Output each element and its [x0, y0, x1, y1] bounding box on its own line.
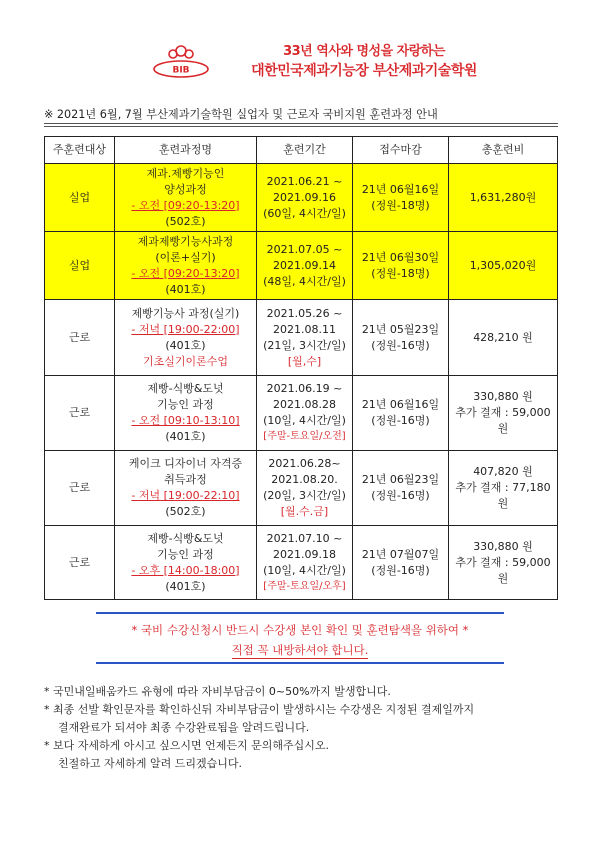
note-item: * 국민내일배움카드 유형에 따라 자비부담금이 0~50%까지 발생합니다. [44, 685, 391, 698]
banner-line-1: * 국비 수강신청시 반드시 수강생 본인 확인 및 훈련탐색을 위하여 * [131, 623, 469, 637]
header-target: 주훈련대상 [45, 137, 115, 164]
divider-top-2 [44, 126, 558, 127]
page-header [0, 36, 600, 88]
banner-top-bar [96, 612, 504, 614]
cell-target: 실업 [45, 232, 115, 300]
cell-deadline: 21년 06월16일 (정원-16명) [353, 376, 449, 451]
cell-fee: 428,210 원 [449, 300, 558, 376]
cell-fee: 1,631,280원 [449, 164, 558, 232]
cell-course: 제과.제빵기능인 양성과정 - 오전 [09:20-13:20] (502호) [115, 164, 257, 232]
bakery-logo-icon [150, 42, 212, 80]
cell-course: 제빵기능사 과정(실기) - 저녁 [19:00-22:00] (401호) 기초실기이론수업 [115, 300, 257, 376]
header-course: 훈련과정명 [115, 137, 257, 164]
header-fee: 총훈련비 [449, 137, 558, 164]
cell-period: 2021.06.19 ~ 2021.08.28 (10일, 4시간/일) [주말-토요일/오전] [257, 376, 353, 451]
header-academy-name: 대한민국제과기능장 부산제과기술학원 [251, 63, 477, 79]
banner-bottom-bar [96, 662, 504, 664]
cell-target: 근로 [45, 451, 115, 526]
note-item: * 보다 자세하게 아시고 싶으시면 언제든지 문의해주십시오. [44, 739, 329, 752]
cell-target: 근로 [45, 526, 115, 600]
note-item: * 최종 선발 확인문자를 확인하신뒤 자비부담금이 발생하시는 수강생은 지정된 결제일까지 [44, 703, 475, 716]
cell-period: 2021.05.26 ~ 2021.08.11 (21일, 3시간/일) [월,수] [257, 300, 353, 376]
table-row [45, 232, 558, 300]
table-row [45, 300, 558, 376]
notice-title: ※ 2021년 6월, 7월 부산제과기술학원 실업자 및 근로자 국비지원 훈련과정 안내 [44, 108, 438, 121]
course-table [44, 136, 558, 600]
cell-target: 실업 [45, 164, 115, 232]
cell-fee: 407,820 원 추가 결재 : 77,180 원 [449, 451, 558, 526]
header-tagline: 33년 역사와 명성을 자랑하는 [283, 44, 445, 59]
cell-course: 제빵-식빵&도넛 기능인 과정 - 오전 [09:10-13:10] (401호) [115, 376, 257, 451]
cell-course: 제빵-식빵&도넛 기능인 과정 - 오후 [14:00-18:00] (401호) [115, 526, 257, 600]
cell-deadline: 21년 05월23일 (정원-16명) [353, 300, 449, 376]
cell-deadline: 21년 06월30일 (정원-18명) [353, 232, 449, 300]
cell-deadline: 21년 06월23일 (정원-16명) [353, 451, 449, 526]
table-row [45, 526, 558, 600]
cell-course: 제과제빵기능사과정 (이론+실기) - 오전 [09:20-13:20] (401호) [115, 232, 257, 300]
cell-period: 2021.07.05 ~ 2021.09.14 (48일, 4시간/일) [257, 232, 353, 300]
cell-fee: 330,880 원 추가 결재 : 59,000 원 [449, 376, 558, 451]
cell-fee: 330,880 원 추가 결재 : 59,000 원 [449, 526, 558, 600]
table-row [45, 376, 558, 451]
table-header-row [45, 137, 558, 164]
cell-course: 케이크 디자이너 자격증 취득과정 - 저녁 [19:00-22:10] (502호) [115, 451, 257, 526]
cell-deadline: 21년 06월16일 (정원-18명) [353, 164, 449, 232]
cell-target: 근로 [45, 376, 115, 451]
table-row [45, 164, 558, 232]
header-period: 훈련기간 [257, 137, 353, 164]
note-item: 친절하고 자세하게 알려 드리겠습니다. [58, 757, 243, 770]
table-row [45, 451, 558, 526]
banner-line-2: 직접 꼭 내방하셔야 합니다. [231, 643, 369, 657]
cell-period: 2021.06.28~ 2021.08.20. (20일, 3시간/일) [월.수.금] [257, 451, 353, 526]
cell-deadline: 21년 07월07일 (정원-16명) [353, 526, 449, 600]
note-item: 결재완료가 되셔야 최종 수강완료됨을 알려드립니다. [58, 721, 310, 734]
header-deadline: 접수마감 [353, 137, 449, 164]
cell-fee: 1,305,020원 [449, 232, 558, 300]
notes-section [44, 683, 564, 773]
cell-period: 2021.06.21 ~ 2021.09.16 (60일, 4시간/일) [257, 164, 353, 232]
divider-top [44, 123, 558, 124]
cell-period: 2021.07.10 ~ 2021.09.18 (10일, 4시간/일) [주말-토요일/오후] [257, 526, 353, 600]
logo-text: BIB [172, 65, 190, 76]
cell-target: 근로 [45, 300, 115, 376]
